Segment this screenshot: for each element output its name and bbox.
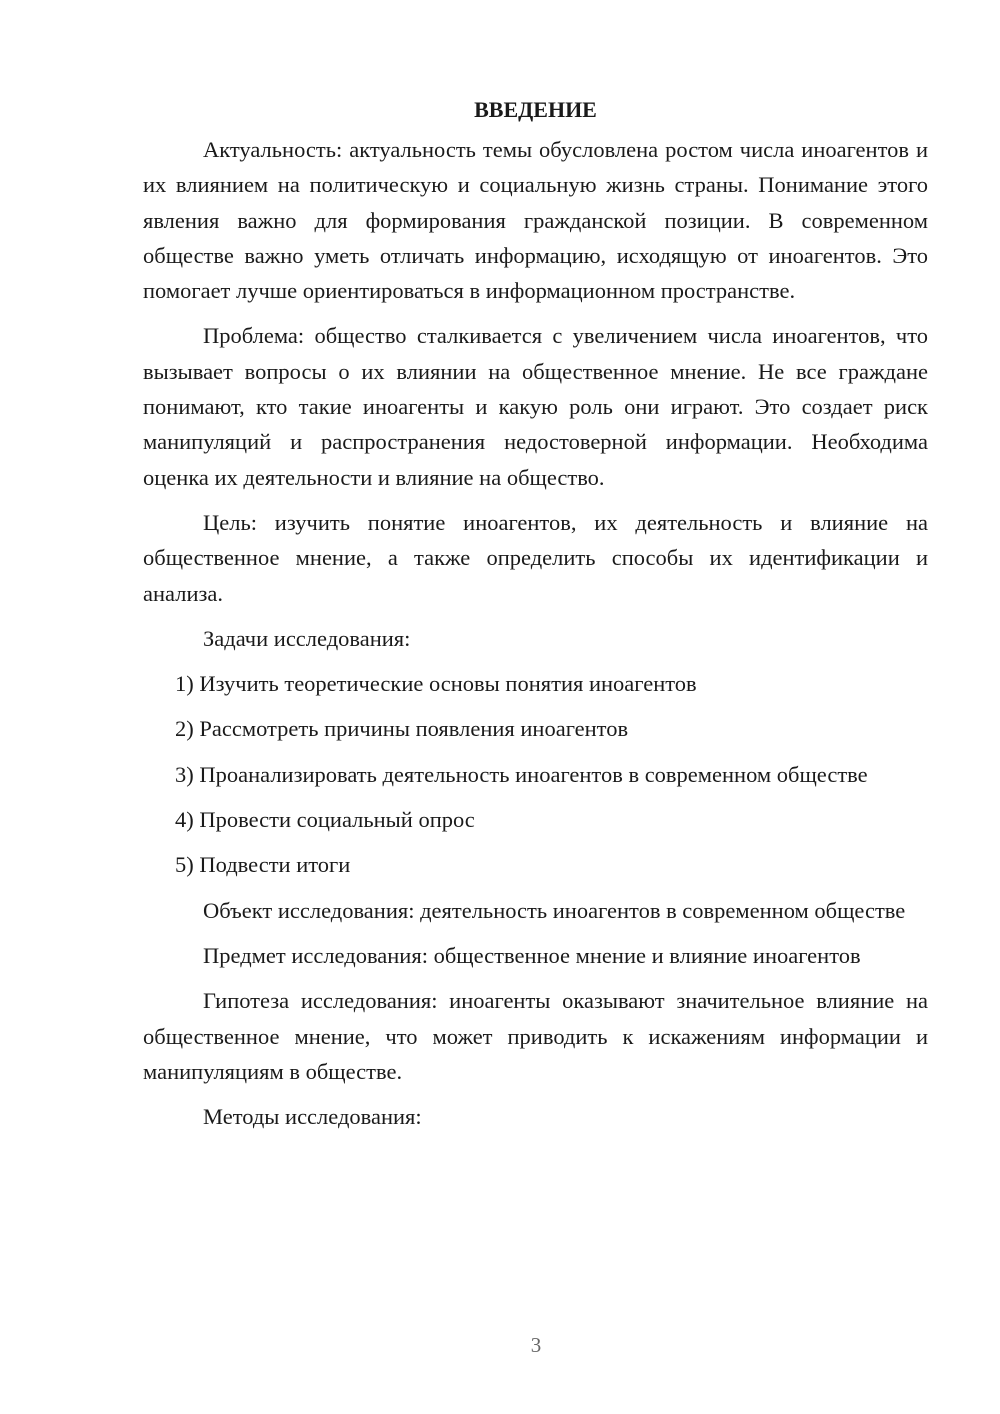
task-item: 2) Рассмотреть причины появления иноагентов xyxy=(175,716,629,742)
relevance-paragraph: Актуальность: актуальность темы обусловлена ростом числа иноагентов и их влиянием на политическую и социальную жизнь страны. Понимание этого явления важно для формирования гражданской позиции. В современном обществе важно уметь отличать информацию, исходящую от иноагентов. Это помогает лучше ориентироваться в информационном пространстве. xyxy=(143,137,928,304)
object-paragraph: Объект исследования: деятельность иноагентов в современном обществе xyxy=(203,897,906,923)
task-item: 5) Подвести итоги xyxy=(175,852,351,878)
task-item: 3) Проанализировать деятельность иноагентов в современном обществе xyxy=(175,761,868,787)
problem-paragraph: Проблема: общество сталкивается с увеличением числа иноагентов, что вызывает вопросы о их влиянии на общественное мнение. Не все граждане понимают, кто такие иноагенты и какую роль они играют. Это создает риск манипуляций и распространения недостоверной информации. Необходима оценка их деятельности и влияние на общество. xyxy=(143,323,928,490)
subject-paragraph: Предмет исследования: общественное мнение и влияние иноагентов xyxy=(203,942,861,968)
tasks-heading: Задачи исследования: xyxy=(203,625,411,651)
page-number: 3 xyxy=(530,1333,542,1357)
page-content xyxy=(143,92,928,1144)
hypothesis-paragraph: Гипотеза исследования: иноагенты оказывают значительное влияние на общественное мнение, что может приводить к искажениям информации и манипуляциям в обществе. xyxy=(143,988,928,1084)
task-item: 4) Провести социальный опрос xyxy=(175,807,475,833)
goal-paragraph: Цель: изучить понятие иноагентов, их деятельность и влияние на общественное мнение, а также определить способы их идентификации и анализа. xyxy=(143,509,928,606)
task-item: 1) Изучить теоретические основы понятия иноагентов xyxy=(175,671,697,697)
methods-heading: Методы исследования: xyxy=(203,1104,422,1130)
section-heading: ВВЕДЕНИЕ xyxy=(474,97,597,122)
